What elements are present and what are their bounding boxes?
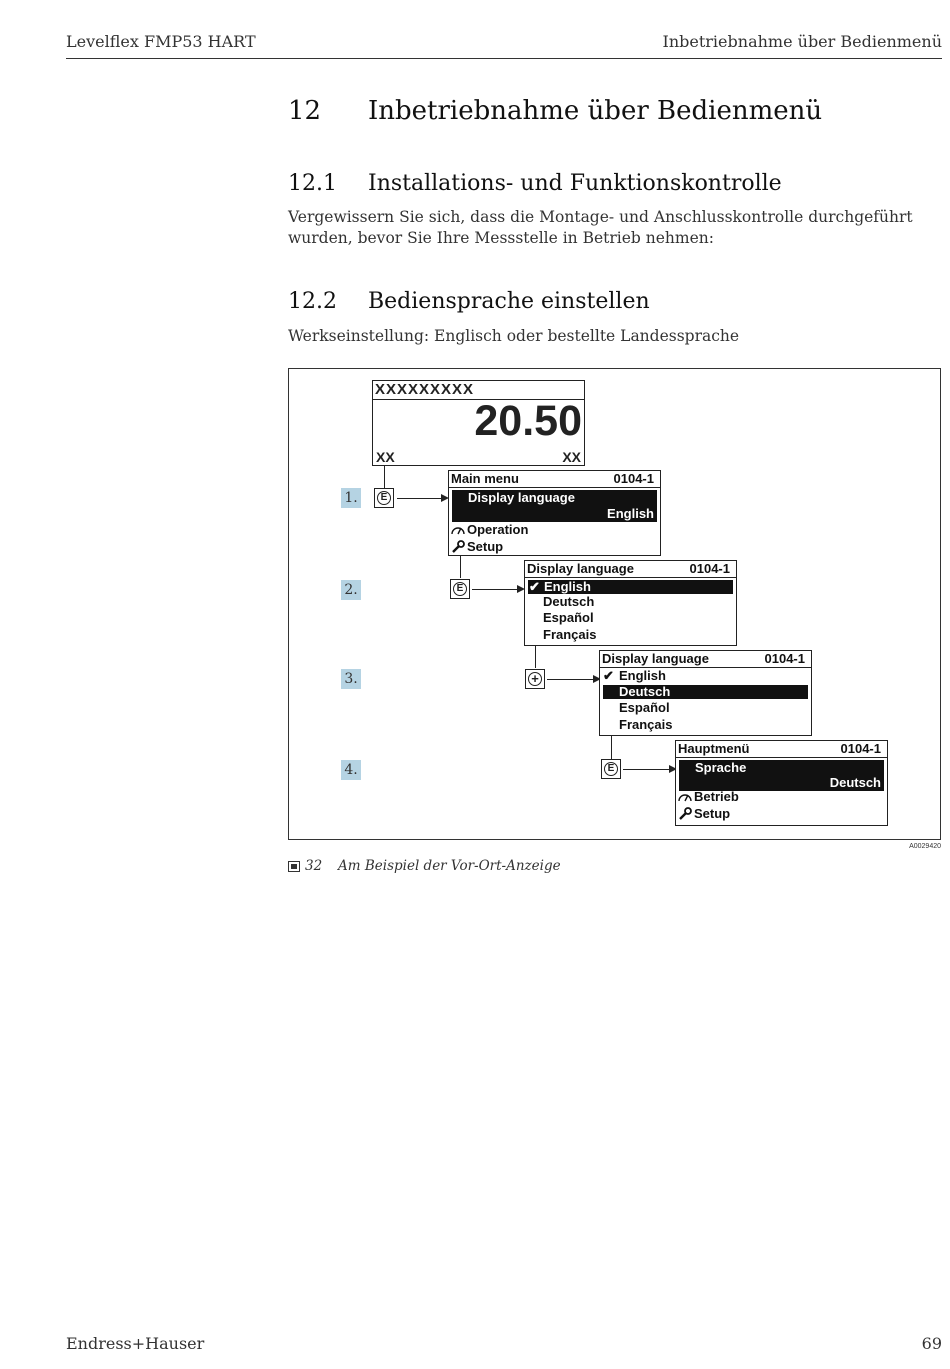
language-option-francais[interactable]: Français bbox=[543, 627, 597, 642]
check-icon: ✔ bbox=[603, 668, 614, 683]
connector-line bbox=[397, 498, 443, 499]
figure-caption: Am Beispiel der Vor-Ort-Anzeige bbox=[338, 858, 561, 874]
menu-item-label: Sprache bbox=[695, 760, 747, 775]
connector-line bbox=[460, 555, 461, 578]
language-option-espanol[interactable]: Español bbox=[619, 700, 670, 715]
option-label: English bbox=[544, 579, 591, 594]
chapter-title: Inbetriebnahme über Bedienmenü bbox=[368, 96, 823, 126]
step-label: 1. bbox=[341, 488, 361, 508]
enter-key[interactable] bbox=[374, 488, 394, 508]
plus-key[interactable] bbox=[525, 669, 545, 689]
section1-text: Vergewissern Sie sich, dass die Montage- und Anschlusskontrolle durchgeführt wurden, bevor Sie Ihre Messstelle in Betrieb nehmen: bbox=[288, 208, 913, 247]
menu-code: 0104-1 bbox=[840, 741, 881, 756]
gauge-icon bbox=[678, 791, 692, 803]
display-tag: XXXXXXXXX bbox=[373, 381, 584, 400]
section2-title: Bediensprache einstellen bbox=[368, 289, 650, 314]
menu-code: 0104-1 bbox=[764, 651, 805, 666]
option-label: Deutsch bbox=[619, 684, 671, 699]
menu-code: 0104-1 bbox=[613, 471, 654, 486]
step-label: 2. bbox=[341, 580, 361, 600]
language-option-francais[interactable]: Français bbox=[619, 717, 673, 732]
caption-number: 32 bbox=[305, 858, 323, 874]
chapter-number: 12 bbox=[288, 96, 322, 126]
menu-title: Display language bbox=[527, 561, 634, 576]
menu-title: Main menu bbox=[451, 471, 519, 486]
display-unit-left: XX bbox=[376, 449, 395, 465]
enter-key-icon: E bbox=[377, 491, 391, 505]
check-icon: ✔ bbox=[529, 579, 540, 594]
menu-item-sprache[interactable] bbox=[679, 760, 884, 791]
menu-item-value: Deutsch bbox=[829, 775, 881, 790]
menu-item-setup[interactable] bbox=[678, 806, 885, 822]
connector-line bbox=[472, 589, 519, 590]
section2-text: Werkseinstellung: Englisch oder bestellte Landessprache bbox=[288, 327, 740, 345]
menu-item-label: Operation bbox=[467, 522, 529, 537]
connector-line bbox=[547, 679, 595, 680]
menu-item-operation[interactable] bbox=[451, 522, 658, 538]
language-option-deutsch[interactable]: Deutsch bbox=[543, 594, 595, 609]
menu-item-setup[interactable] bbox=[451, 539, 658, 555]
language-option-deutsch[interactable] bbox=[603, 685, 808, 699]
menu-item-label: Setup bbox=[694, 806, 731, 821]
footer-brand: Endress+Hauser bbox=[66, 1334, 205, 1353]
page-number: 69 bbox=[921, 1334, 942, 1353]
language-option-english[interactable] bbox=[528, 580, 733, 594]
section1-number: 12.1 bbox=[288, 171, 337, 196]
hauptmenu-screen bbox=[675, 740, 888, 826]
menu-item-display-language[interactable] bbox=[452, 490, 657, 522]
enter-key[interactable] bbox=[450, 579, 470, 599]
menu-item-betrieb[interactable] bbox=[678, 789, 885, 805]
header-chapter: Inbetriebnahme über Bedienmenü bbox=[662, 32, 942, 51]
section2-number: 12.2 bbox=[288, 289, 337, 314]
menu-item-label: Display language bbox=[468, 490, 575, 505]
gauge-icon bbox=[451, 524, 465, 536]
enter-key-icon: E bbox=[453, 582, 467, 596]
option-label: English bbox=[619, 668, 666, 683]
connector-line bbox=[535, 645, 536, 668]
connector-line bbox=[611, 735, 612, 759]
step-label: 3. bbox=[341, 669, 361, 689]
step-label: 4. bbox=[341, 760, 361, 780]
figure-id: A0029420 bbox=[909, 843, 941, 850]
local-display bbox=[372, 380, 585, 466]
menu-item-label: Setup bbox=[467, 539, 504, 554]
display-language-screen bbox=[599, 650, 812, 736]
display-value: 20.50 bbox=[474, 397, 582, 445]
section1-title: Installations- und Funktionskontrolle bbox=[368, 171, 782, 196]
language-option-english[interactable] bbox=[602, 668, 809, 684]
wrench-icon bbox=[451, 540, 465, 554]
menu-code: 0104-1 bbox=[689, 561, 730, 576]
display-language-screen bbox=[524, 560, 737, 646]
language-option-espanol[interactable]: Español bbox=[543, 610, 594, 625]
menu-title: Hauptmenü bbox=[678, 741, 750, 756]
header-product: Levelflex FMP53 HART bbox=[66, 32, 256, 51]
wrench-icon bbox=[678, 807, 692, 821]
connector-line bbox=[384, 466, 385, 488]
menu-item-value: English bbox=[607, 506, 654, 521]
menu-item-label: Betrieb bbox=[694, 789, 739, 804]
display-unit-right: XX bbox=[562, 449, 581, 465]
plus-key-icon: + bbox=[528, 672, 542, 686]
connector-line bbox=[623, 769, 671, 770]
menu-title: Display language bbox=[602, 651, 709, 666]
figure-icon bbox=[288, 861, 300, 872]
main-menu-screen bbox=[448, 470, 661, 556]
enter-key-icon: E bbox=[604, 762, 618, 776]
enter-key[interactable] bbox=[601, 759, 621, 779]
header-rule bbox=[66, 58, 942, 59]
